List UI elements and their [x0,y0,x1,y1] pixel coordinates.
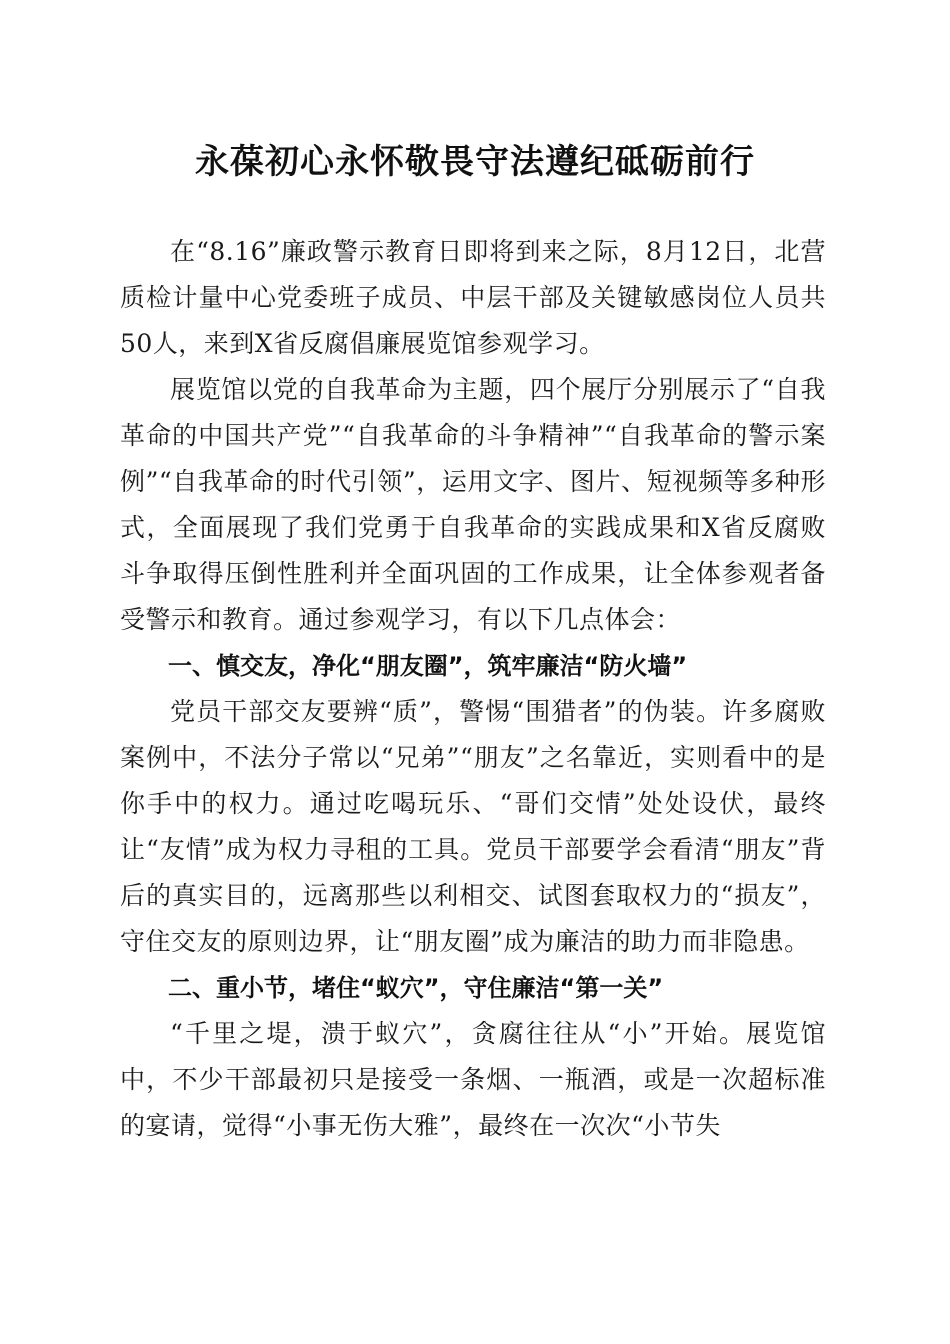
section-2-paragraph: “千里之堤，溃于蚁穴”，贪腐往往从“小”开始。展览馆中，不少干部最初只是接受一条烟、一瓶酒，或是一次超标准的宴请，觉得“小事无伤大雅”，最终在一次次“小节失 [120,1019,826,1140]
intro-paragraph: 在“8.16”廉政警示教育日即将到来之际，8月12日，北营质检计量中心党委班子成员、中层干部及关键敏感岗位人员共50人，来到X省反腐倡廉展览馆参观学习。 [120,237,826,358]
document-title: 永葆初心永怀敬畏守法遵纪砥砺前行 [195,142,755,182]
exhibition-paragraph: 展览馆以党的自我革命为主题，四个展厅分别展示了“自我革命的中国共产党”“自我革命的斗争精神”“自我革命的警示案例”“自我革命的时代引领”，运用文字、图片、短视频等多种形式，全面展现了我们党勇于自我革命的实践成果和X省反腐败斗争取得压倒性胜利并全面巩固的工作成果，让全体参观者备受警示和教育。通过参观学习，有以下几点体会： [120,375,826,634]
document-body [120,229,826,1149]
section-2-heading: 二、重小节，堵住“蚁穴”，守住廉洁“第一关” [168,974,664,1002]
section-1-heading: 一、慎交友，净化“朋友圈”，筑牢廉洁“防火墙” [168,652,688,680]
section-1-paragraph: 党员干部交友要辨“质”，警惕“围猎者”的伪装。许多腐败案例中，不法分子常以“兄弟”“朋友”之名靠近，实则看中的是你手中的权力。通过吃喝玩乐、“哥们交情”处处设伏，最终让“友情”成为权力寻租的工具。党员干部要学会看清“朋友”背后的真实目的，远离那些以利相交、试图套取权力的“损友”，守住交友的原则边界，让“朋友圈”成为廉洁的助力而非隐患。 [120,697,826,956]
